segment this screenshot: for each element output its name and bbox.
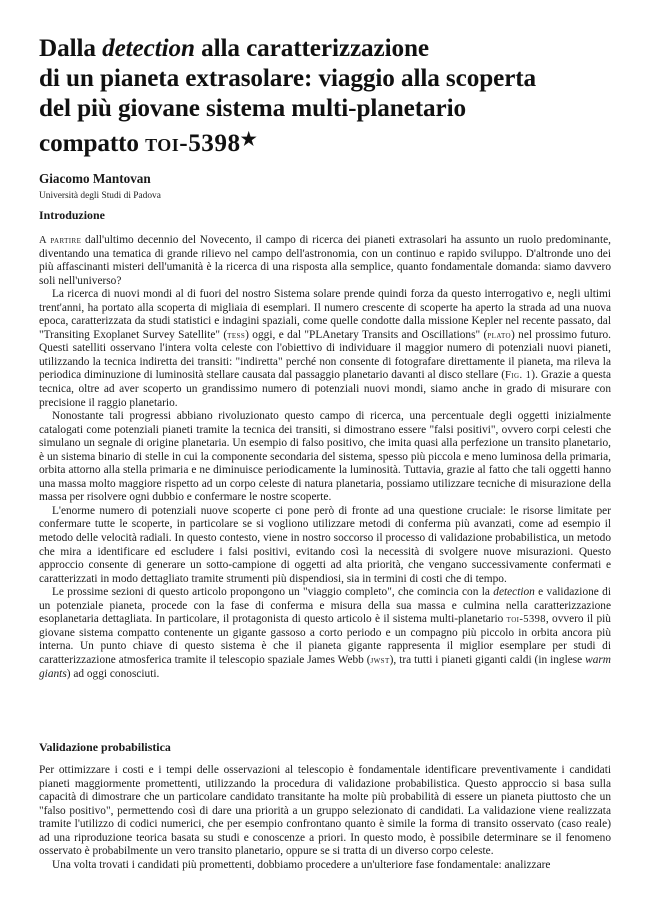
acronym: plato (487, 329, 511, 341)
paragraph-text: ) oggi, e dal "PLAnetary Transits and Oscillations" ( (245, 328, 488, 341)
paragraph-text: e validazione di un potenziale pianeta, procede con la fase di conferma e misura della sua massa e culmina nella caratterizzazione esoplanetaria dettagliata. In particolare, il protagonista di questo articolo è il sistema multi-planetario (39, 586, 611, 626)
title-system-name: toi-5398 (145, 130, 241, 157)
paragraph: Nonostante tali progressi abbiano rivoluzionato questo campo di ricerca, una percentuale degli oggetti inizialmente catalogati come potenziali pianeti tramite la tecnica dei transiti, si dimostrano essere "falsi positivi", ovvero corpi celesti che simulano un segnale di origine planetaria. Un esempio di falso positivo, che imita quasi alla perfezione un transito planetario, è un sistema binario di stelle in cui la componente secondaria del sistema, spesso più piccola e meno luminosa della primaria, orbita attorno alla stella primaria e ne diminuisce periodicamente la luminosità. Tuttavia, grazie al fatto che tali oggetti hanno una massa molto maggiore rispetto ad un corpo celeste di natura planetaria, possiamo utilizzare tecniche di misurazione della massa per risolvere ogni dubbio e confermare le nostre scoperte. (39, 410, 611, 504)
paragraph-text: ) ad oggi conosciuti. (66, 667, 160, 680)
acronym: jwst (370, 654, 390, 666)
paragraph-text: ). Grazie a questa tecnica, oltre ad aver scoperto un grandissimo numero di potenziali nuovi mondi, siamo anche in grado di misurare con precisione il raggio planetario. (39, 369, 611, 409)
validation-body (39, 764, 611, 872)
paragraph-lead-in: A partire (39, 235, 82, 246)
paragraph (39, 586, 611, 681)
title-text: compatto (39, 130, 146, 157)
title-line-1 (39, 34, 611, 64)
paragraph: L'enorme numero di potenziali nuove scoperte ci pone però di fronte ad una questione cruciale: le risorse limitate per confermare tutte le scoperte, in particolare se si vogliono utilizzare metodi di conferma più avanzati, come ad esempio il metodo delle velocità radiali. In questo contesto, viene in nostro soccorso il processo di validazione probabilistica, un metodo che mira a identificare ed escludere i falsi positivi, evitando così la necessità di svolgere nuove misurazioni. Questo approccio consente di generare un sotto-campione di oggetti ad alta priorità, che vengano successivamente confermati e caratterizzati in modo dettagliato tramite strumenti più dispendiosi, sia in termini di costi che di tempo. (39, 504, 611, 585)
title-line-4 (39, 124, 611, 159)
paragraph: Una volta trovati i candidati più promettenti, dobbiamo procedere a un'ulteriore fase fondamentale: analizzare (52, 858, 551, 871)
title-line-3: del più giovane sistema multi-planetario (39, 95, 466, 122)
title-emphasis: detection (102, 35, 195, 62)
title-text: Dalla (39, 35, 103, 62)
article-page (39, 34, 611, 871)
paragraph: Per ottimizzare i costi e i tempi delle osservazioni al telescopio è fondamentale identificare preventivamente i candidati pianeti maggiormente promettenti, utilizzando la procedura di validazione probabilistica. Questo approccio si basa sulla capacità di dimostrare che un particolare candidato transitante ha molte più probabilità di essere un pianeta piuttosto che un "falso positivo", permettendo così di dare una priorità a un gruppo selezionato di candidati. La validazione viene realizzata tramite l'utilizzo di codici numerici, che per esempio confrontano quanto è simile la forma di transito osservato (caso reale) ad una riproduzione teorica basata su studi e conoscenze a priori. In questo modo, è possibile determinare se il fenomeno osservato è probabilmente un vero transito planetario, oppure se si tratta di un diverso corpo celeste. (39, 764, 611, 858)
acronym: toi-5398 (506, 614, 546, 626)
italic-term: detection (493, 586, 535, 599)
paragraph-text: ) nel prossimo futuro. Questi satelliti osservano l'intera volta celeste con l'obiettivo di individuare il maggior numero di potenziali nuovi pianeti, utilizzando la tecnica indiretta dei transiti: "indiretta" perché non consente di fotografare direttamente il pianeta, ma rileva la periodica diminuzione di luminosità stellare causata dal passaggio planetario davanti al disco stellare ( (39, 328, 611, 382)
paragraph-text: dall'ultimo decennio del Novecento, il campo di ricerca dei pianeti extrasolari ha assunto un ruolo predominante, diventando una tematica di grande rilievo nel campo dell'astronomia, con un continuo e rapido sviluppo. D'altronde uno dei più affascinanti misteri dell'umanità è la ricerca di una risposta alla semplice, quanto fondamentale domanda: siamo davvero soli nell'universo? (39, 234, 611, 287)
paragraph-text: Le prossime sezioni di questo articolo propongono un "viaggio completo", che comincia con la (52, 586, 494, 599)
paragraph-text: ), tra tutti i pianeti giganti caldi (in inglese (389, 653, 586, 666)
footnote-star-icon: ★ (240, 129, 257, 149)
section-heading-introduction: Introduzione (39, 208, 105, 222)
figure-reference-link[interactable]: Fig. 1 (505, 370, 532, 382)
introduction-body (39, 234, 611, 681)
title-text: alla caratterizzazione (194, 35, 429, 62)
author-name: Giacomo Mantovan (39, 171, 151, 186)
author-affiliation: Università degli Studi di Padova (39, 191, 161, 201)
article-title (39, 34, 611, 159)
acronym: tess (227, 329, 246, 341)
italic-term: warm giants (39, 653, 611, 680)
paragraph-text: , ovvero il più giovane sistema compatto contenente un gigante gassoso a corto periodo e un compagno più piccolo in orbita ancora più interna. Un punto chiave di questo sistema è che il pianeta gigante rappresenta il miglior esemplare per studi di caratterizzazione atmosferica tramite il telescopio spaziale James Webb ( (39, 613, 611, 666)
section-heading-validazione: Validazione probabilistica (39, 740, 171, 754)
title-line-2: di un pianeta extrasolare: viaggio alla scoperta (39, 65, 537, 92)
paragraph (39, 288, 611, 410)
paragraph (39, 234, 611, 288)
paragraph-text: La ricerca di nuovi mondi al di fuori del nostro Sistema solare prende quindi forza da questo interrogativo e, negli ultimi trent'anni, ha portato alla scoperta di migliaia di esemplari. Il numero crescente di scoperte ha aperto la strada ad una nuova epoca, caratterizzata da studi statistici e indagini spaziali, come quelle condotte dalla missione Kepler nel recente passato, dal "Transiting Exoplanet Survey Satellite" ( (39, 288, 611, 341)
